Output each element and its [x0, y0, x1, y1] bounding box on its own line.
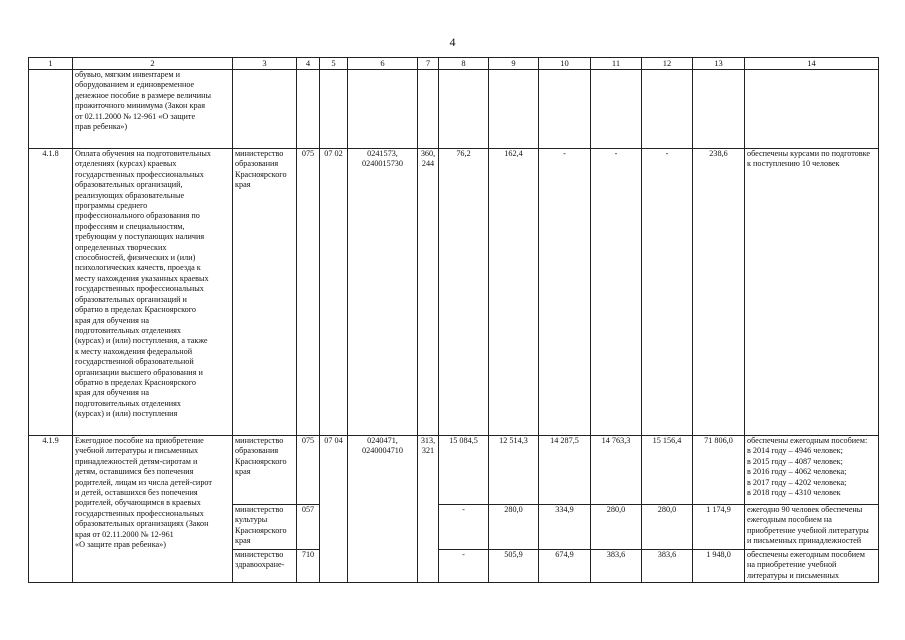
executor-line: края — [235, 467, 251, 477]
description-line: психологических качеств, проезда к — [75, 263, 201, 273]
cell-executor — [233, 149, 297, 436]
header-cell: 13 — [693, 58, 745, 70]
description-line: требующим у поступающих наличия — [75, 232, 205, 242]
header-cell: 14 — [745, 58, 879, 70]
cell-value — [439, 70, 489, 149]
cell-value-total: 238,6 — [693, 149, 745, 436]
description-line: и детей, оставшихся без попечения — [75, 488, 198, 498]
description-line: отделениях (курсах) краевых — [75, 159, 177, 169]
description-line: государственной образовательной — [75, 357, 194, 367]
cell-num — [29, 70, 73, 149]
result-line: литературы и письменных — [747, 570, 840, 580]
executor-line: министерство — [235, 149, 284, 158]
result-line: обеспечены курсами по подготовке — [747, 149, 871, 158]
header-cell: 9 — [489, 58, 539, 70]
cell-value-total: 71 806,0 — [693, 436, 745, 505]
description-line: родителей, обучающимся в краевых — [75, 498, 201, 508]
cell-value — [539, 70, 591, 149]
cell-grbs: 057 — [297, 505, 320, 550]
result-line: в 2014 году – 4946 человек; — [747, 446, 843, 456]
description-line: программы среднего — [75, 201, 148, 211]
header-cell: 10 — [539, 58, 591, 70]
executor-line: министерство — [235, 436, 284, 445]
csr-line: 0241573, — [367, 149, 398, 158]
cell-value-2017: 280,0 — [591, 505, 642, 550]
cell-csr — [348, 70, 418, 149]
cell-value — [693, 70, 745, 149]
vr-line: 313, — [420, 436, 436, 445]
description-line: края от 02.11.2000 № 12-961 — [75, 529, 174, 539]
cell-value-2018: 383,6 — [642, 550, 693, 583]
cell-description — [73, 149, 233, 436]
page-number: 4 — [449, 35, 456, 49]
cell-value-2018: 15 156,4 — [642, 436, 693, 505]
cell-csr — [348, 149, 418, 436]
executor-line: Красноярского — [235, 456, 287, 466]
cell-value-2016: 334,9 — [539, 505, 591, 550]
description-line: подготовительных отделениях — [75, 325, 182, 335]
program-table — [28, 57, 879, 583]
cell-description — [73, 70, 233, 149]
description-line: родителей, лицам из числа детей-сирот — [75, 477, 212, 487]
cell-grbs: 710 — [297, 550, 320, 583]
cell-executor — [233, 70, 297, 149]
cell-grbs — [297, 70, 320, 149]
table-row-4-1-9 — [29, 436, 879, 505]
header-cell: 8 — [439, 58, 489, 70]
cell-grbs: 075 — [297, 436, 320, 505]
cell-value-2014: - — [439, 550, 489, 583]
description-line: образовательных организациях (Закон — [75, 519, 209, 529]
cell-value-2017: - — [591, 149, 642, 436]
cell-value-2015: 162,4 — [489, 149, 539, 436]
description-line: от 02.11.2000 № 12-961 «О защите — [75, 111, 196, 121]
result-line: ежегодным пособием на — [747, 515, 832, 525]
description-line: оборудованием и единовременное — [75, 80, 195, 90]
cell-result — [745, 505, 879, 550]
result-line: обеспечены ежегодным пособием — [747, 550, 865, 559]
description-line: образовательных организаций и — [75, 294, 187, 304]
executor-line: образования — [235, 159, 279, 169]
description-line: подготовительных отделениях — [75, 398, 182, 408]
result-line: обеспечены ежегодным пособием: — [747, 436, 868, 445]
vr-line: 244 — [421, 159, 435, 169]
executor-line: края — [235, 536, 251, 546]
description-line: принадлежностей детям-сиротам и — [75, 456, 198, 466]
description-line: детям, оставшимся без попечения — [75, 467, 194, 477]
description-line: Ежегодное пособие на приобретение — [75, 436, 204, 445]
executor-line: министерство — [235, 505, 284, 514]
cell-description — [73, 436, 233, 583]
cell-num: 4.1.8 — [29, 149, 73, 436]
header-cell: 7 — [418, 58, 439, 70]
cell-value-2015: 505,9 — [489, 550, 539, 583]
result-line: ежегодно 90 человек обеспечены — [747, 505, 863, 514]
header-cell: 3 — [233, 58, 297, 70]
description-line: Оплата обучения на подготовительных — [75, 149, 211, 158]
description-line: учебной литературы и письменных — [75, 446, 199, 456]
cell-value-2016: 674,9 — [539, 550, 591, 583]
cell-result — [745, 70, 879, 149]
cell-executor — [233, 505, 297, 550]
cell-value — [489, 70, 539, 149]
header-row — [29, 58, 879, 70]
cell-num: 4.1.9 — [29, 436, 73, 583]
cell-value-2016: - — [539, 149, 591, 436]
header-cell: 1 — [29, 58, 73, 70]
header-cell: 4 — [297, 58, 320, 70]
cell-vr — [418, 436, 439, 583]
cell-value-2018: 280,0 — [642, 505, 693, 550]
cell-value-total: 1 948,0 — [693, 550, 745, 583]
cell-result — [745, 149, 879, 436]
cell-executor — [233, 436, 297, 505]
executor-line: культуры — [235, 515, 268, 525]
cell-executor — [233, 550, 297, 583]
result-line: в 2018 году – 4310 человек — [747, 488, 841, 498]
description-line: определенных творческих — [75, 242, 167, 252]
header-cell: 11 — [591, 58, 642, 70]
result-line: на приобретение учебной — [747, 560, 837, 570]
vr-line: 321 — [421, 446, 435, 456]
cell-value-2017: 14 763,3 — [591, 436, 642, 505]
description-line: денежное пособие в размере величины — [75, 90, 212, 100]
csr-line: 0240015730 — [362, 159, 403, 169]
header-cell: 6 — [348, 58, 418, 70]
executor-line: Красноярского — [235, 169, 287, 179]
description-line: реализующих образовательные — [75, 190, 185, 200]
cell-vr — [418, 70, 439, 149]
cell-csr — [348, 436, 418, 583]
table-row-continuation — [29, 70, 879, 149]
result-line: и письменных принадлежностей — [747, 536, 862, 546]
cell-value-2014: 15 084,5 — [439, 436, 489, 505]
cell-rzpr: 07 02 — [320, 149, 348, 436]
cell-vr — [418, 149, 439, 436]
header-cell: 12 — [642, 58, 693, 70]
cell-value-2015: 280,0 — [489, 505, 539, 550]
description-line: месту нахождения указанных краевых — [75, 273, 209, 283]
cell-value-2016: 14 287,5 — [539, 436, 591, 505]
csr-line: 0240471, — [367, 436, 398, 445]
description-line: организации высшего образования и — [75, 367, 203, 377]
csr-line: 0240004710 — [362, 446, 403, 456]
result-line: в 2017 году – 4202 человека; — [747, 477, 847, 487]
description-line: прав ребенка») — [75, 122, 128, 132]
cell-grbs: 075 — [297, 149, 320, 436]
executor-line: здравоохране- — [235, 560, 285, 570]
result-line: в 2016 году – 4062 человека; — [747, 467, 847, 477]
description-line: обувью, мягким инвентарем и — [75, 70, 180, 79]
description-line: (курсах) и (или) поступления — [75, 409, 178, 419]
vr-line: 360, — [420, 149, 436, 158]
description-line: государственных профессиональных — [75, 508, 204, 518]
description-line: профессионального образования по — [75, 211, 200, 221]
result-line: к поступлению 10 человек — [747, 159, 840, 169]
cell-value-2014: - — [439, 505, 489, 550]
description-line: обратно в пределах Красноярского — [75, 377, 196, 387]
cell-value-2018: - — [642, 149, 693, 436]
result-line: в 2015 году – 4087 человек; — [747, 456, 843, 466]
executor-line: образования — [235, 446, 279, 456]
cell-rzpr: 07 04 — [320, 436, 348, 583]
cell-value-2014: 76,2 — [439, 149, 489, 436]
description-line: образовательных организаций, — [75, 180, 183, 190]
cell-value — [591, 70, 642, 149]
description-line: к месту нахождения федеральной — [75, 346, 193, 356]
description-line: способностей, физических и (или) — [75, 253, 196, 263]
description-line: «О защите прав ребенка») — [75, 540, 166, 550]
executor-line: края — [235, 180, 251, 190]
result-line: приобретение учебной литературы — [747, 525, 869, 535]
cell-value-2017: 383,6 — [591, 550, 642, 583]
description-line: края для обучения на — [75, 315, 149, 325]
cell-value — [642, 70, 693, 149]
description-line: края для обучения на — [75, 388, 149, 398]
cell-result — [745, 436, 879, 505]
cell-result — [745, 550, 879, 583]
cell-value-total: 1 174,9 — [693, 505, 745, 550]
description-line: (курсах) и (или) поступления, а также — [75, 336, 208, 346]
description-line: государственных профессиональных — [75, 169, 204, 179]
executor-line: министерство — [235, 550, 284, 559]
header-cell: 5 — [320, 58, 348, 70]
table-row-4-1-8 — [29, 149, 879, 436]
description-line: обратно в пределах Красноярского — [75, 305, 196, 315]
executor-line: Красноярского — [235, 525, 287, 535]
cell-rzpr — [320, 70, 348, 149]
description-line: государственных профессиональных — [75, 284, 204, 294]
cell-value-2015: 12 514,3 — [489, 436, 539, 505]
description-line: прожиточного минимума (Закон края — [75, 101, 205, 111]
description-line: профессиям и специальностям, — [75, 221, 185, 231]
header-cell: 2 — [73, 58, 233, 70]
